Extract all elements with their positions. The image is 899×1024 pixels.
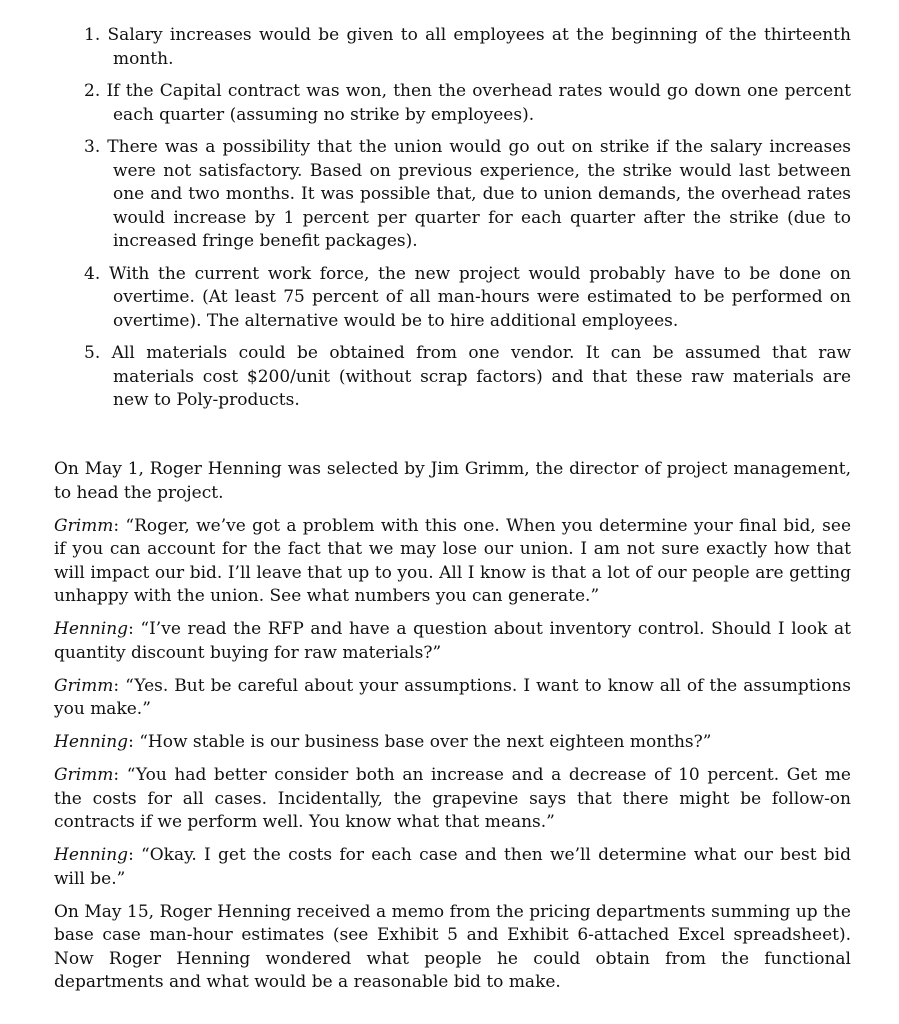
list-item-number: 5. — [84, 343, 101, 363]
dialogue-line — [54, 675, 851, 722]
dialogue-line — [54, 515, 851, 609]
intro-paragraph: On May 1, Roger Henning was selected by Jim Grimm, the director of project management, to head the project. — [54, 459, 851, 503]
dialogue-text: : “I’ve read the RFP and have a question about inventory control. Should I look at quantity discount buying for raw materials?” — [54, 619, 851, 663]
assumptions-list — [84, 24, 851, 422]
list-item — [84, 24, 851, 71]
list-item-text: There was a possibility that the union would go out on strike if the salary increases were not satisfactory. Based on previous experience, the strike would last between one and two months. It was possible that, due to union demands, the overhead rates would increase by 1 percent per quarter for each quarter after the strike (due to increased fringe benefit packages). — [107, 137, 851, 251]
list-item-number: 2. — [84, 81, 101, 101]
list-item-number: 3. — [84, 137, 101, 157]
dialogue-text: : “You had better consider both an increase and a decrease of 10 percent. Get me the costs for all cases. Incidentally, the grapevine says that there might be follow-on contracts if we perform well. You know what that means.” — [54, 765, 851, 832]
speaker-name: Grimm — [54, 675, 114, 696]
dialogue-line — [54, 618, 851, 665]
list-item-text: Salary increases would be given to all employees at the beginning of the thirteenth month. — [107, 25, 851, 69]
list-item-text: With the current work force, the new project would probably have to be done on overtime. (At least 75 percent of all man-hours were estimated to be performed on overtime). The alternative would be to hire additional employees. — [108, 263, 852, 331]
speaker-name: Grimm — [54, 515, 114, 536]
list-item — [84, 263, 851, 334]
list-item-number: 4. — [84, 263, 101, 284]
speaker-name: Henning — [54, 845, 129, 865]
list-item — [84, 136, 851, 254]
list-item — [84, 80, 851, 127]
list-item-number: 1. — [84, 25, 101, 45]
dialogue-line — [54, 731, 851, 755]
speaker-name: Henning — [54, 619, 129, 639]
dialogue-text: : “Roger, we’ve got a problem with this one. When you determine your final bid, see if you can account for the fact that we may lose our union. I am not sure exactly how that will impact our bid. I’ll leave that up to you. All I know is that a lot of our people are getting unhappy with the union. See what numbers you can generate.” — [54, 515, 851, 606]
speaker-name: Henning — [54, 732, 129, 752]
list-item — [84, 342, 851, 413]
speaker-name: Grimm — [54, 765, 114, 785]
dialogue-line — [54, 844, 851, 891]
narrative-body — [54, 458, 851, 1004]
list-item-text: All materials could be obtained from one vendor. It can be assumed that raw materials cost $200/unit (without scrap factors) and that these raw materials are new to Poly-products. — [111, 343, 852, 410]
closing-paragraph: On May 15, Roger Henning received a memo from the pricing departments summing up the base case man-hour estimates (see Exhibit 5 and Exhibit 6-attached Excel spreadsheet). Now Roger Henning wondered what people he could obtain from the functional departments and what would be a reasonable bid to make. — [54, 901, 851, 992]
dialogue-text: : “How stable is our business base over the next eighteen months?” — [128, 732, 712, 752]
dialogue-text: : “Yes. But be careful about your assumptions. I want to know all of the assumptions you make.” — [54, 675, 851, 719]
list-item-text: If the Capital contract was won, then the overhead rates would go down one percent each quarter (assuming no strike by employees). — [106, 81, 852, 125]
dialogue-text: : “Okay. I get the costs for each case and then we’ll determine what our best bid will be.” — [54, 845, 851, 889]
dialogue-line — [54, 764, 851, 835]
